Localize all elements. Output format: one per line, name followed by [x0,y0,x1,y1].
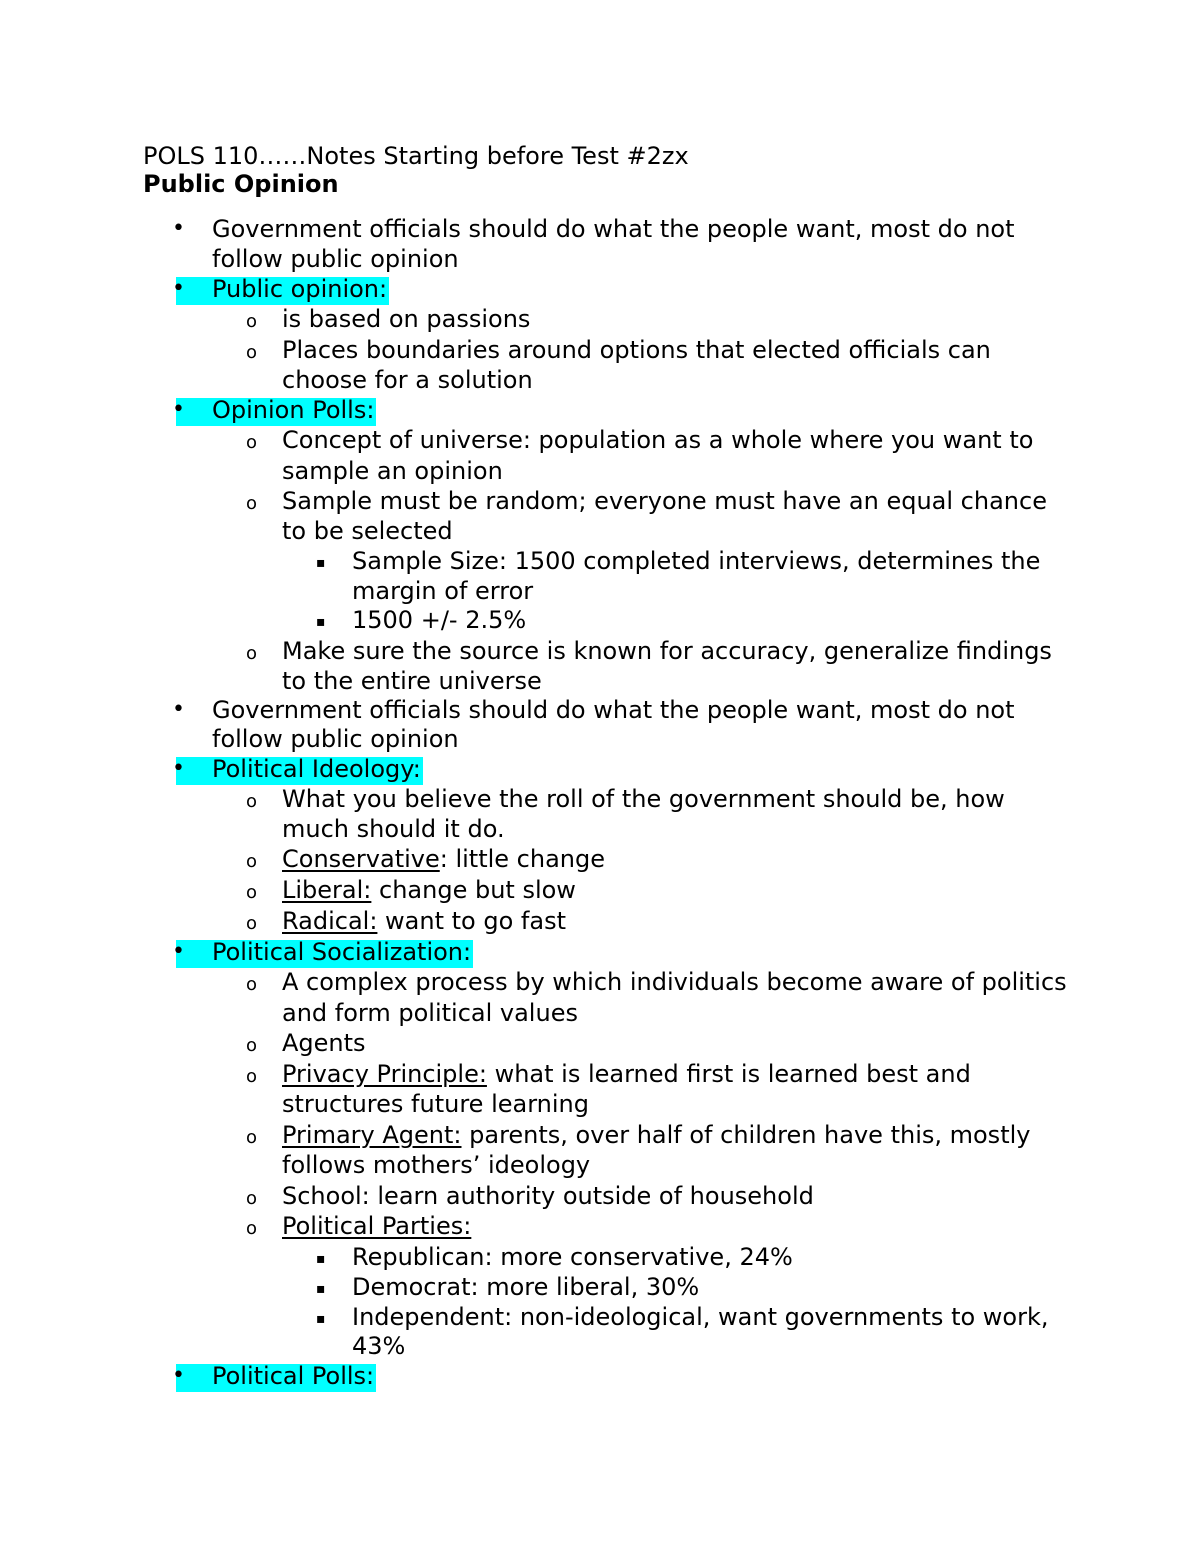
underlined-term: Privacy Principle: [282,1060,487,1088]
text-segment: Places boundaries around options that elected officials can [282,336,991,364]
text-segment: Republican: more conservative, 24% [352,1243,793,1271]
list-item-level-3 [0,1303,1200,1331]
list-item-text [282,457,503,485]
underlined-term: Liberal: [282,876,372,904]
list-item-text [212,396,374,424]
list-item-text [282,907,566,935]
list-item-level-1 [0,696,1200,724]
bullet-square-icon: ▪ [316,1281,326,1297]
list-item-text [352,1273,699,1301]
bullet-dot-icon: • [172,697,185,722]
list-item-level-3 [0,1273,1200,1301]
list-item-level-2 [0,968,1200,996]
list-item-text [282,876,576,904]
bullet-circle-icon: o [246,1035,258,1056]
list-item-text [352,1243,793,1271]
text-segment: and form political values [282,999,578,1027]
text-segment: choose for a solution [282,366,533,394]
text-segment: Opinion Polls: [212,396,375,424]
list-item-level-3 [0,547,1200,575]
text-segment: what is learned first is learned best and [486,1060,971,1088]
bullet-dot-icon: • [172,216,185,241]
text-segment: want to go fast [377,907,566,935]
list-item-continuation [0,725,1200,753]
list-item-continuation [0,577,1200,605]
bullet-circle-icon: o [246,643,258,664]
list-item-level-1 [0,938,1200,966]
bullet-circle-icon: o [246,851,258,872]
bullet-circle-icon: o [246,1218,258,1239]
list-item-text [212,938,471,966]
list-item-text [282,1060,971,1088]
list-item-continuation [0,815,1200,843]
bullet-square-icon: ▪ [316,555,326,571]
text-segment: parents, over half of children have this, mostly [461,1121,1031,1149]
list-item-level-2 [0,1060,1200,1088]
list-item-text [352,606,526,634]
text-segment: structures future learning [282,1090,589,1118]
list-item-text [282,968,1067,996]
list-item-level-3 [0,606,1200,634]
text-segment: Democrat: more liberal, 30% [352,1273,700,1301]
text-segment: Sample must be random; everyone must have an equal chance [282,487,1047,515]
text-segment: Independent: non-ideological, want governments to work, [352,1303,1049,1331]
list-item-level-1 [0,275,1200,303]
list-item-level-2 [0,305,1200,333]
list-item-level-3 [0,1243,1200,1271]
list-item-continuation [0,517,1200,545]
bullet-circle-icon: o [246,913,258,934]
text-segment: A complex process by which individuals become aware of politics [282,968,1067,996]
text-segment: Concept of universe: population as a whole where you want to [282,426,1034,454]
bullet-circle-icon: o [246,493,258,514]
list-item-level-2 [0,426,1200,454]
list-item-text [352,1303,1049,1331]
text-segment: margin of error [352,577,534,605]
list-item-continuation [0,457,1200,485]
bullet-dot-icon: • [172,397,185,422]
text-segment: Government officials should do what the people want, most do not [212,696,1015,724]
list-item-text [282,1121,1030,1149]
bullet-circle-icon: o [246,342,258,363]
list-item-level-2 [0,1182,1200,1210]
section-title: Public Opinion [143,170,339,198]
list-item-level-2 [0,1212,1200,1240]
list-item-text [352,547,1040,575]
list-item-level-2 [0,845,1200,873]
text-segment: follow public opinion [212,245,459,273]
list-item-text [212,245,459,273]
list-item-level-2 [0,907,1200,935]
list-item-text [282,845,605,873]
bullet-dot-icon: • [172,276,185,301]
text-segment: Agents [282,1029,366,1057]
list-item-text [282,426,1033,454]
list-item-text [282,1029,366,1057]
bullet-circle-icon: o [246,791,258,812]
text-segment: Political Polls: [212,1362,375,1390]
bullet-square-icon: ▪ [316,614,326,630]
list-item-level-2 [0,637,1200,665]
list-item-text [212,275,387,303]
text-segment: is based on passions [282,305,531,333]
text-segment: to the entire universe [282,667,542,695]
text-segment: to be selected [282,517,453,545]
list-item-text [282,815,505,843]
bullet-dot-icon: • [172,939,185,964]
bullet-square-icon: ▪ [316,1311,326,1327]
bullet-square-icon: ▪ [316,1251,326,1267]
list-item-text [282,785,1005,813]
underlined-term: Radical: [282,907,378,935]
list-item-continuation [0,667,1200,695]
bullet-circle-icon: o [246,1188,258,1209]
bullet-circle-icon: o [246,1127,258,1148]
text-segment: School: learn authority outside of household [282,1182,814,1210]
list-item-level-2 [0,785,1200,813]
list-item-text [282,366,533,394]
list-item-level-2 [0,1029,1200,1057]
list-item-text [282,667,542,695]
list-item-continuation [0,1332,1200,1360]
bullet-dot-icon: • [172,756,185,781]
list-item-text [282,1151,590,1179]
list-item-level-1 [0,755,1200,783]
text-segment: 1500 +/- 2.5% [352,606,527,634]
text-segment: What you believe the roll of the government should be, how [282,785,1005,813]
list-item-continuation [0,1090,1200,1118]
list-item-level-1 [0,215,1200,243]
text-segment: Sample Size: 1500 completed interviews, determines the [352,547,1041,575]
list-item-text [282,305,530,333]
list-item-continuation [0,1151,1200,1179]
bullet-dot-icon: • [172,1363,185,1388]
list-item-level-2 [0,487,1200,515]
text-segment: Political Ideology: [212,755,421,783]
list-item-text [282,1090,589,1118]
text-segment: Public opinion: [212,275,388,303]
list-item-level-2 [0,336,1200,364]
bullet-circle-icon: o [246,311,258,332]
text-segment: much should it do. [282,815,505,843]
list-item-text [212,696,1015,724]
list-item-continuation [0,245,1200,273]
list-item-continuation [0,999,1200,1027]
text-segment: Political Socialization: [212,938,472,966]
text-segment: Make sure the source is known for accuracy, generalize findings [282,637,1052,665]
list-item-text [282,637,1052,665]
list-item-text [352,1332,405,1360]
list-item-level-2 [0,1121,1200,1149]
bullet-circle-icon: o [246,882,258,903]
list-item-text [282,1212,471,1240]
text-segment: change but slow [371,876,576,904]
list-item-text [212,215,1015,243]
list-item-level-2 [0,876,1200,904]
text-segment: follows mothers’ ideology [282,1151,591,1179]
list-item-text [282,336,991,364]
underlined-term: Primary Agent: [282,1121,462,1149]
list-item-text [282,487,1047,515]
list-item-text [282,1182,814,1210]
list-item-text [352,577,533,605]
bullet-circle-icon: o [246,974,258,995]
course-heading: POLS 110……Notes Starting before Test #2zx [143,142,689,170]
list-item-level-1 [0,1362,1200,1390]
list-item-text [212,755,421,783]
text-segment: sample an opinion [282,457,503,485]
list-item-level-1 [0,396,1200,424]
list-item-text [212,725,459,753]
bullet-circle-icon: o [246,432,258,453]
text-segment: : little change [439,845,606,873]
text-segment: Government officials should do what the people want, most do not [212,215,1015,243]
bullet-circle-icon: o [246,1066,258,1087]
list-item-continuation [0,366,1200,394]
underlined-term: Conservative [282,845,440,873]
list-item-text [282,999,578,1027]
underlined-term: Political Parties: [282,1212,472,1240]
list-item-text [282,517,453,545]
text-segment: 43% [352,1332,406,1360]
list-item-text [212,1362,374,1390]
text-segment: follow public opinion [212,725,459,753]
